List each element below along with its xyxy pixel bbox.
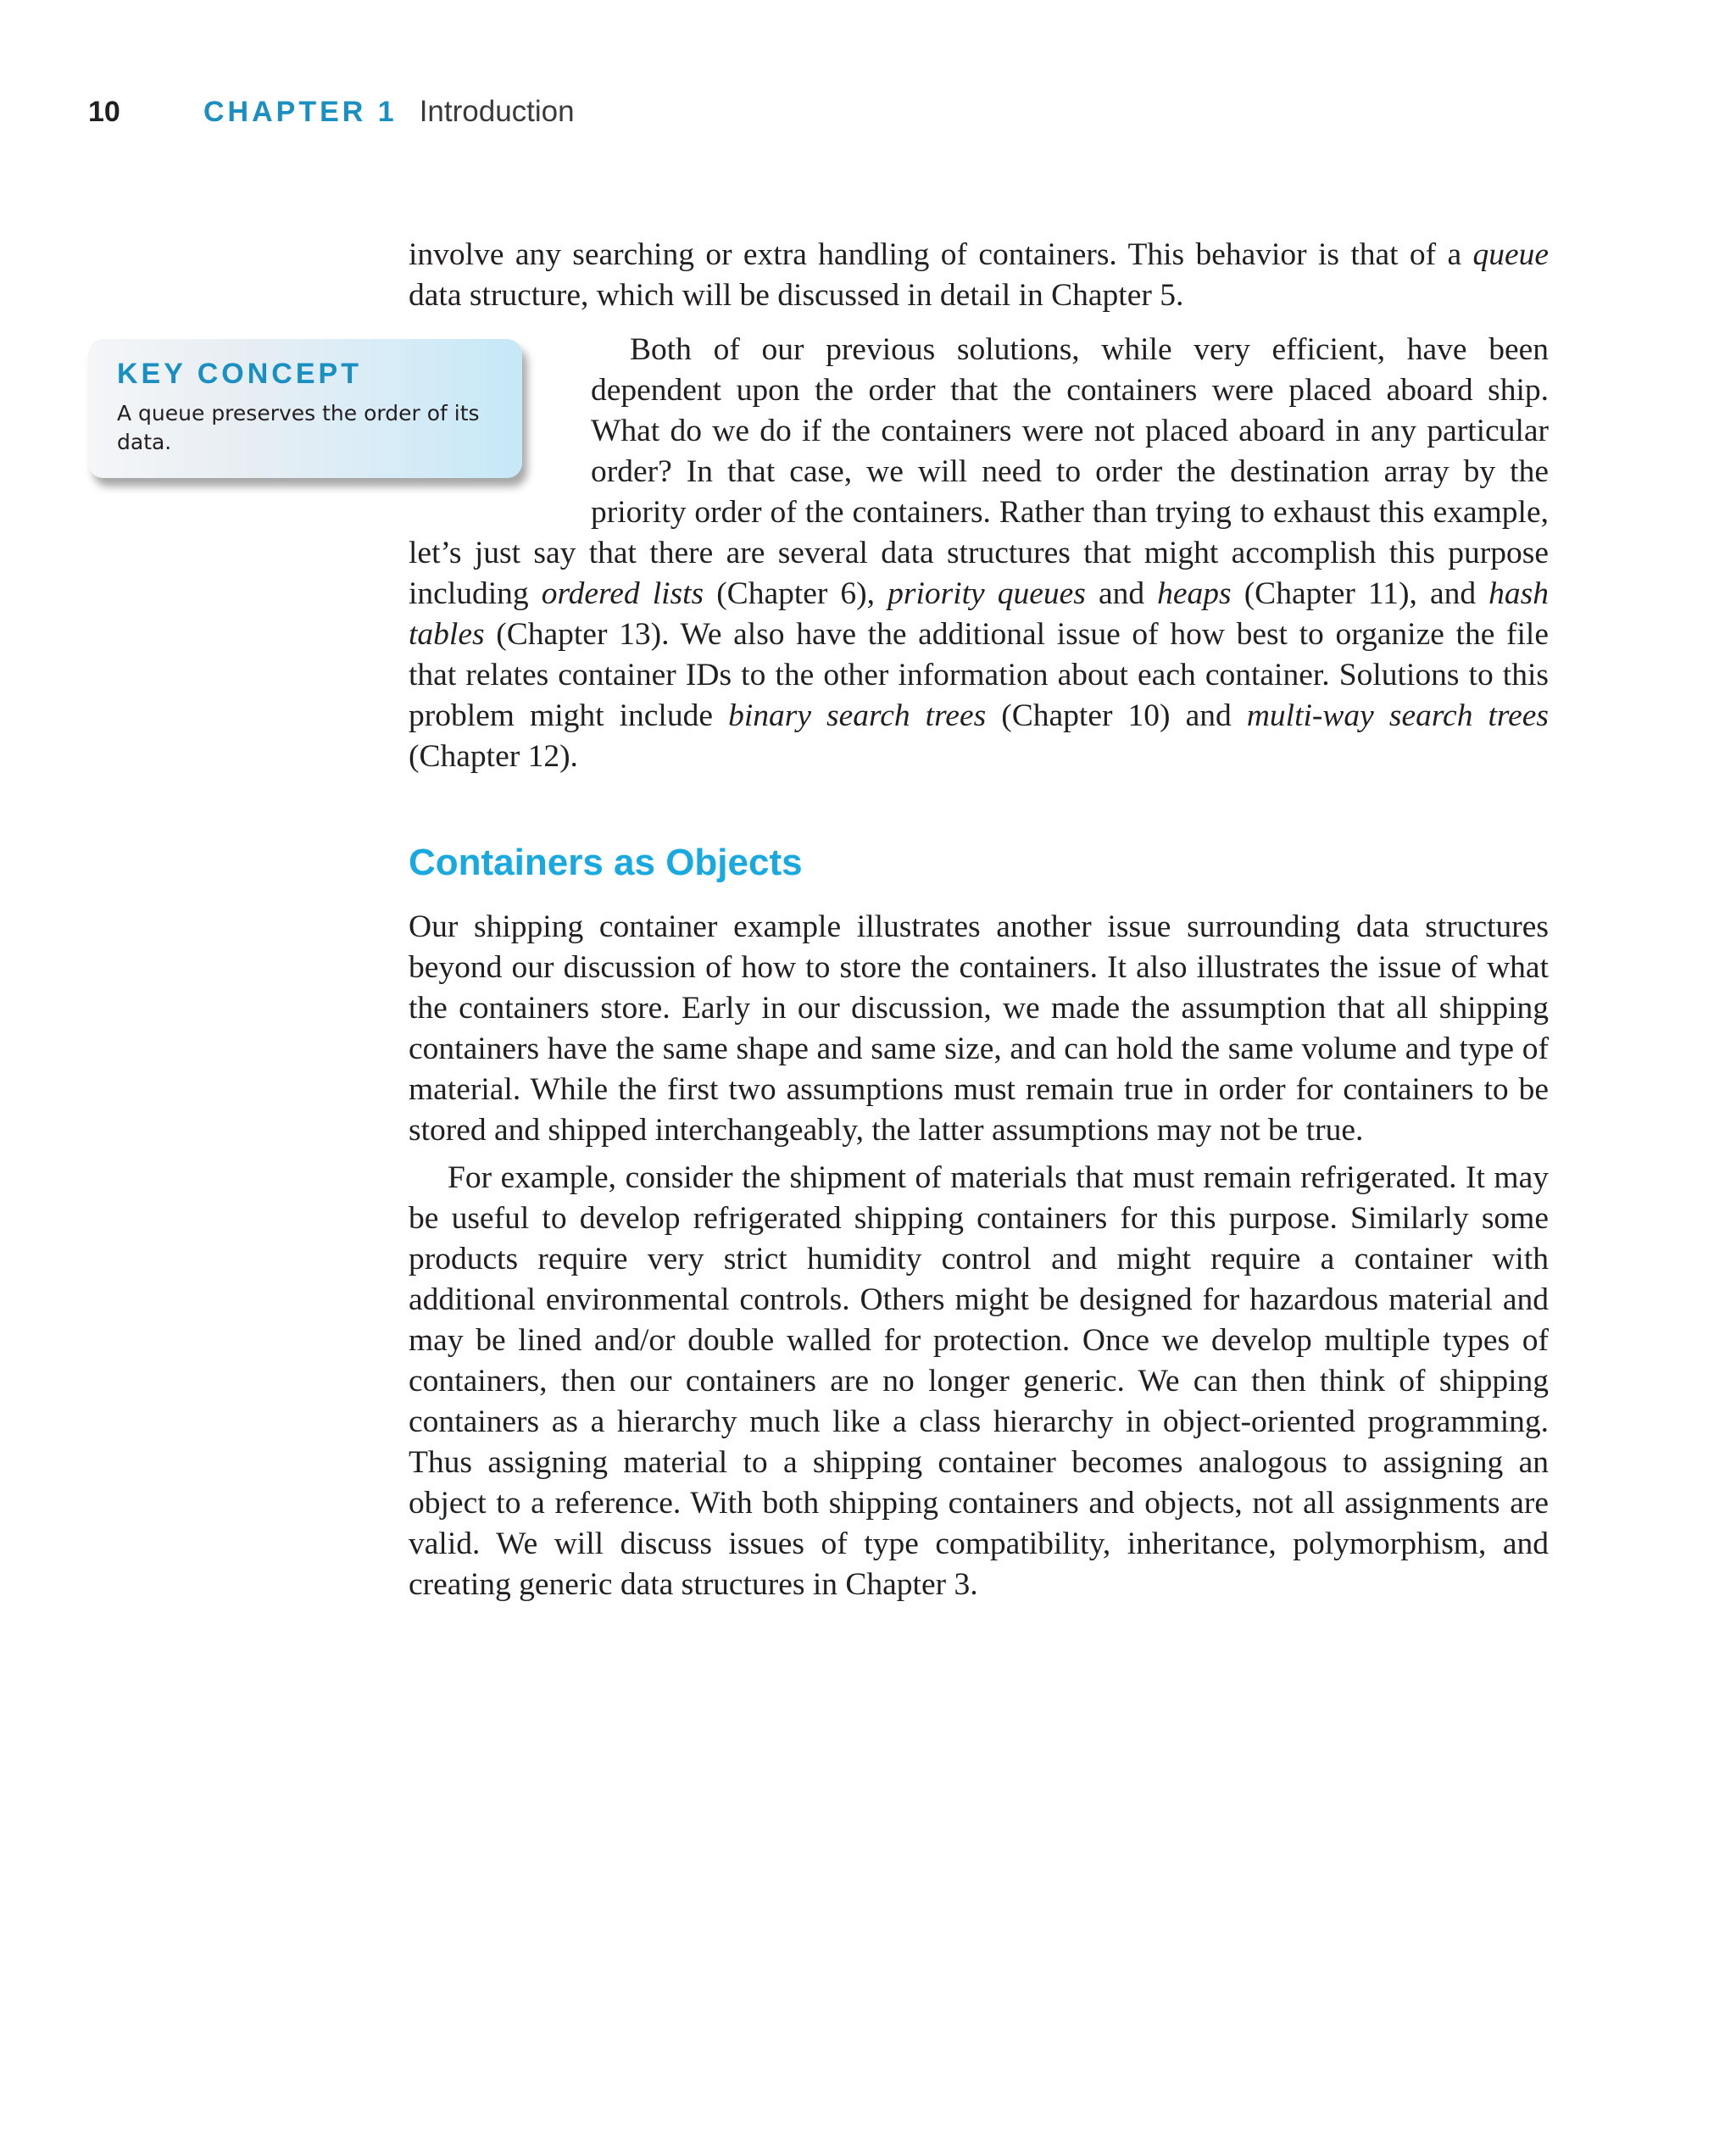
page-number: 10 <box>88 96 120 128</box>
term-hash-tables: hash tables <box>409 576 1549 652</box>
paragraph-1-part-2: data structure, which will be discussed in detail in Chapter 5. <box>409 278 1184 313</box>
term-multi-way-search-trees: multi-way search trees <box>1246 698 1550 733</box>
key-concept-wrap-space <box>409 330 591 533</box>
term-ordered-lists: ordered lists <box>541 576 704 611</box>
term-heaps: heaps <box>1157 576 1232 611</box>
paragraph-1-part-1: involve any searching or extra handling of containers. This behavior is that of a <box>409 237 1473 272</box>
paragraph-1 <box>409 235 1549 316</box>
term-queue: queue <box>1472 237 1549 272</box>
body-text-top <box>409 235 1549 316</box>
chapter-title: Introduction <box>419 95 575 128</box>
term-priority-queues: priority queues <box>887 576 1086 611</box>
paragraph-3: Our shipping container example illustrates another issue surrounding data structures beyond our discussion of how to store the containers. It also illustrates the issue of what the containers store. Early in our discussion, we made the assumption that all shipping containers have the same shape and same size, and can hold the same volume and type of material. While the first two assumptions must remain true in order for containers to be stored and shipped interchangeably, the latter assumptions may not be true. <box>409 909 1549 1148</box>
section-heading: Containers as Objects <box>409 842 803 883</box>
chapter-label: CHAPTER 1 <box>203 96 398 128</box>
paragraph-2-part-6: (Chapter 10) and <box>986 698 1247 733</box>
paragraph-2-part-7: (Chapter 12). <box>409 739 578 774</box>
body-text-section <box>409 907 1549 1605</box>
key-concept-text: A queue preserves the order of its data. <box>117 401 480 454</box>
paragraph-4: For example, consider the shipment of materials that must remain refrigerated. It may be useful to develop refrigerated shipping containers for this purpose. Similarly some products require very strict humidity control and might require a container with additional environmental controls. Others might be designed for hazardous material and may be lined and/or double walled for protection. Once we develop multiple types of containers, then our containers are no longer generic. We can then think of shipping containers as a hierarchy much like a class hierarchy in object-oriented programming. Thus assigning material to a shipping container becomes analogous to assigning an object to a reference. With both shipping containers and objects, not all assignments are valid. We will discuss issues of type compatibility, inheritance, polymorphism, and creating generic data structures in Chapter 3. <box>409 1160 1549 1602</box>
paragraph-2 <box>409 330 1549 777</box>
paragraph-2-part-1: Both of our previous solutions, while very efficient, have been dependent upon the order that the containers were placed aboard ship. What do we do if the containers were not placed aboard in any particular order? In that case, we will need to order the destination array by the priority order of the containers. Rather than trying to exhaust this example, let’s just say that there are several data structures that might accomplish this purpose including <box>409 332 1549 611</box>
running-head <box>88 95 575 132</box>
paragraph-2-part-3: and <box>1085 576 1158 611</box>
paragraph-2-part-2: (Chapter 6), <box>704 576 888 611</box>
paragraph-2-part-4: (Chapter 11), and <box>1231 576 1489 611</box>
term-binary-search-trees: binary search trees <box>728 698 987 733</box>
paragraph-2-part-5: (Chapter 13). We also have the additional issue of how best to organize the file that relates container IDs to the other information about each container. Solutions to this problem might include <box>409 617 1549 733</box>
key-concept-heading: KEY CONCEPT <box>117 358 362 390</box>
